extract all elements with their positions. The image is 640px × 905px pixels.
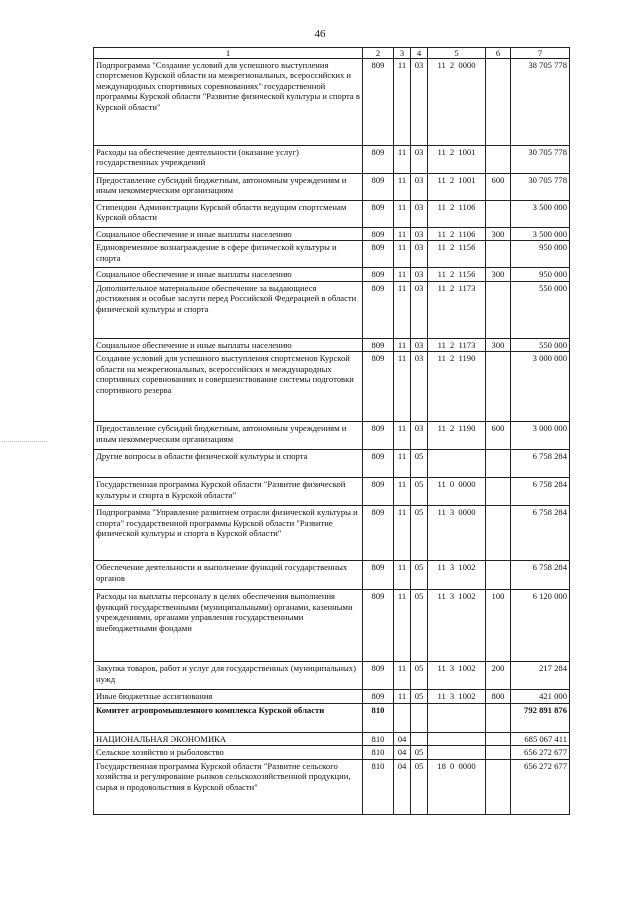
row-grbs-cell: 809 [363, 201, 394, 228]
row-amount-cell: 6 758 284 [511, 478, 570, 506]
row-amount-cell: 30 705 778 [511, 174, 570, 201]
row-grbs-cell: 809 [363, 59, 394, 146]
row-amount-cell: 3 500 000 [511, 228, 570, 241]
row-section-cell: 11 [394, 450, 411, 478]
table-row [94, 146, 570, 174]
table-row [94, 746, 570, 759]
row-expense-type-cell [486, 561, 511, 590]
row-subsection-cell: 03 [411, 201, 428, 228]
row-section-cell: 11 [394, 422, 411, 450]
row-subsection-cell: 05 [411, 759, 428, 814]
row-expense-type-cell [486, 352, 511, 422]
budget-rows [94, 59, 570, 815]
row-subsection-cell: 05 [411, 746, 428, 759]
row-name-cell: Социальное обеспечение и иные выплаты населению [94, 228, 363, 241]
row-expense-type-cell [486, 703, 511, 732]
row-name-cell: Единовременное вознаграждение в сфере физической культуры и спорта [94, 241, 363, 268]
row-amount-cell: 421 000 [511, 690, 570, 703]
row-name-cell: НАЦИОНАЛЬНАЯ ЭКОНОМИКА [94, 732, 363, 745]
row-section-cell: 11 [394, 228, 411, 241]
row-subsection-cell: 03 [411, 422, 428, 450]
row-name-cell: Иные бюджетные ассигнования [94, 690, 363, 703]
row-subsection-cell: 05 [411, 506, 428, 561]
row-subsection-cell: 03 [411, 228, 428, 241]
row-expense-type-cell: 600 [486, 174, 511, 201]
row-amount-cell: 685 067 411 [511, 732, 570, 745]
row-expense-type-cell: 600 [486, 422, 511, 450]
row-subsection-cell: 03 [411, 281, 428, 338]
row-target-article-cell: 11 3 0000 [428, 506, 486, 561]
row-amount-cell: 3 000 000 [511, 352, 570, 422]
row-grbs-cell: 810 [363, 746, 394, 759]
row-expense-type-cell [486, 281, 511, 338]
row-grbs-cell: 809 [363, 690, 394, 703]
table-row [94, 228, 570, 241]
row-grbs-cell: 809 [363, 590, 394, 662]
row-expense-type-cell: 200 [486, 662, 511, 690]
row-expense-type-cell: 300 [486, 228, 511, 241]
row-section-cell [394, 703, 411, 732]
row-expense-type-cell [486, 59, 511, 146]
row-name-cell: Предоставление субсидий бюджетным, автономным учреждениям и иным некоммерческим организациям [94, 422, 363, 450]
row-subsection-cell: 05 [411, 590, 428, 662]
row-grbs-cell: 810 [363, 759, 394, 814]
table-row [94, 268, 570, 281]
row-section-cell: 11 [394, 201, 411, 228]
row-name-cell: Предоставление субсидий бюджетным, автономным учреждениям и иным некоммерческим организациям [94, 174, 363, 201]
row-target-article-cell [428, 703, 486, 732]
row-name-cell: Государственная программа Курской области "Развитие физической культуры и спорта в Курской области" [94, 478, 363, 506]
table-row [94, 241, 570, 268]
row-grbs-cell: 810 [363, 732, 394, 745]
row-expense-type-cell: 300 [486, 338, 511, 351]
row-expense-type-cell [486, 450, 511, 478]
row-grbs-cell: 809 [363, 338, 394, 351]
row-section-cell: 11 [394, 478, 411, 506]
row-target-article-cell: 11 3 1002 [428, 690, 486, 703]
row-section-cell: 11 [394, 352, 411, 422]
row-target-article-cell: 11 2 1156 [428, 241, 486, 268]
row-name-cell: Дополнительное материальное обеспечение за выдающиеся достижения и особые заслуги перед Российской Федерацией в области физической культуры и спорта [94, 281, 363, 338]
row-subsection-cell: 03 [411, 59, 428, 146]
col-header-7: 7 [511, 48, 570, 59]
row-subsection-cell: 05 [411, 690, 428, 703]
row-subsection-cell: 03 [411, 352, 428, 422]
row-subsection-cell [411, 703, 428, 732]
table-row [94, 561, 570, 590]
row-name-cell: Расходы на обеспечение деятельности (оказание услуг) государственных учреждений [94, 146, 363, 174]
row-target-article-cell: 11 2 1156 [428, 268, 486, 281]
row-section-cell: 11 [394, 241, 411, 268]
row-section-cell: 11 [394, 561, 411, 590]
row-name-cell: Социальное обеспечение и иные выплаты населению [94, 338, 363, 351]
row-section-cell: 11 [394, 146, 411, 174]
table-row [94, 59, 570, 146]
row-name-cell: Социальное обеспечение и иные выплаты населению [94, 268, 363, 281]
row-subsection-cell: 03 [411, 174, 428, 201]
row-section-cell: 04 [394, 759, 411, 814]
scan-artifact-line [2, 441, 47, 443]
table-row [94, 422, 570, 450]
row-target-article-cell: 11 2 1190 [428, 352, 486, 422]
row-target-article-cell: 11 2 1106 [428, 201, 486, 228]
row-target-article-cell [428, 746, 486, 759]
row-amount-cell: 6 758 284 [511, 506, 570, 561]
table-row [94, 338, 570, 351]
row-amount-cell: 792 891 876 [511, 703, 570, 732]
row-expense-type-cell [486, 746, 511, 759]
row-target-article-cell: 11 2 1001 [428, 146, 486, 174]
row-section-cell: 11 [394, 174, 411, 201]
row-grbs-cell: 809 [363, 146, 394, 174]
row-grbs-cell: 809 [363, 478, 394, 506]
row-expense-type-cell [486, 759, 511, 814]
row-section-cell: 04 [394, 732, 411, 745]
row-amount-cell: 3 500 000 [511, 201, 570, 228]
table-row [94, 703, 570, 732]
row-amount-cell: 950 000 [511, 241, 570, 268]
row-grbs-cell: 809 [363, 561, 394, 590]
row-expense-type-cell [486, 506, 511, 561]
col-header-6: 6 [486, 48, 511, 59]
row-subsection-cell: 05 [411, 478, 428, 506]
row-subsection-cell: 03 [411, 268, 428, 281]
row-target-article-cell [428, 450, 486, 478]
row-expense-type-cell [486, 241, 511, 268]
row-target-article-cell: 11 2 1190 [428, 422, 486, 450]
row-section-cell: 11 [394, 662, 411, 690]
row-subsection-cell: 05 [411, 561, 428, 590]
page-number: 46 [314, 28, 326, 40]
table-row [94, 478, 570, 506]
table-row [94, 662, 570, 690]
row-grbs-cell: 809 [363, 268, 394, 281]
row-amount-cell: 38 705 778 [511, 59, 570, 146]
table-row [94, 352, 570, 422]
col-header-3: 3 [394, 48, 411, 59]
column-number-row [94, 48, 570, 59]
row-grbs-cell: 809 [363, 662, 394, 690]
row-amount-cell: 6 758 284 [511, 450, 570, 478]
row-name-cell: Создание условий для успешного выступления спортсменов Курской области на межрегиональных, всероссийских и международных спортивных соревнованиях и совершенствование системы подготовки спортивного резерва [94, 352, 363, 422]
row-name-cell: Подпрограмма "Создание условий для успешного выступления спортсменов Курской области на межрегиональных, всероссийских и международных спортивных соревнованиях" государственной программы Курской области "Развитие физической культуры и спорта в Курской области" [94, 59, 363, 146]
row-target-article-cell: 11 2 1173 [428, 338, 486, 351]
row-name-cell: Обеспечение деятельности и выполнение функций государственных органов [94, 561, 363, 590]
table-row [94, 506, 570, 561]
row-grbs-cell: 810 [363, 703, 394, 732]
row-expense-type-cell: 100 [486, 590, 511, 662]
row-name-cell: Закупка товаров, работ и услуг для государственных (муниципальных) нужд [94, 662, 363, 690]
row-target-article-cell: 11 0 0000 [428, 478, 486, 506]
row-name-cell: Стипендии Администрации Курской области ведущим спортсменам Курской области [94, 201, 363, 228]
row-section-cell: 04 [394, 746, 411, 759]
table-row [94, 281, 570, 338]
row-expense-type-cell [486, 146, 511, 174]
row-subsection-cell [411, 732, 428, 745]
row-amount-cell: 550 000 [511, 338, 570, 351]
row-grbs-cell: 809 [363, 352, 394, 422]
row-subsection-cell: 05 [411, 662, 428, 690]
row-grbs-cell: 809 [363, 241, 394, 268]
table-row [94, 590, 570, 662]
table-row [94, 201, 570, 228]
row-expense-type-cell [486, 478, 511, 506]
row-target-article-cell: 18 0 0000 [428, 759, 486, 814]
row-section-cell: 11 [394, 268, 411, 281]
row-amount-cell: 6 758 284 [511, 561, 570, 590]
row-section-cell: 11 [394, 690, 411, 703]
row-target-article-cell: 11 3 1002 [428, 561, 486, 590]
row-subsection-cell: 03 [411, 241, 428, 268]
row-grbs-cell: 809 [363, 174, 394, 201]
row-grbs-cell: 809 [363, 450, 394, 478]
row-name-cell: Расходы на выплаты персоналу в целях обеспечения выполнения функций государственными (муниципальными) органами, казенными учреждениями, органами управления государственными внебюджетными фондами [94, 590, 363, 662]
row-grbs-cell: 809 [363, 506, 394, 561]
row-expense-type-cell: 800 [486, 690, 511, 703]
row-expense-type-cell: 300 [486, 268, 511, 281]
row-grbs-cell: 809 [363, 422, 394, 450]
table-row [94, 690, 570, 703]
col-header-1: 1 [94, 48, 363, 59]
row-amount-cell: 217 284 [511, 662, 570, 690]
row-section-cell: 11 [394, 506, 411, 561]
table-row [94, 732, 570, 745]
row-target-article-cell: 11 2 1106 [428, 228, 486, 241]
row-grbs-cell: 809 [363, 228, 394, 241]
row-subsection-cell: 05 [411, 450, 428, 478]
row-section-cell: 11 [394, 281, 411, 338]
row-name-cell: Другие вопросы в области физической культуры и спорта [94, 450, 363, 478]
row-amount-cell: 6 120 000 [511, 590, 570, 662]
row-target-article-cell: 11 2 1173 [428, 281, 486, 338]
row-target-article-cell: 11 2 0000 [428, 59, 486, 146]
row-name-cell: Государственная программа Курской области "Развитие сельского хозяйства и регулирование рынков сельскохозяйственной продукции, сырья и продовольствия в Курской области" [94, 759, 363, 814]
col-header-2: 2 [363, 48, 394, 59]
row-amount-cell: 656 272 677 [511, 759, 570, 814]
col-header-5: 5 [428, 48, 486, 59]
row-target-article-cell: 11 3 1002 [428, 590, 486, 662]
row-subsection-cell: 03 [411, 146, 428, 174]
row-expense-type-cell [486, 732, 511, 745]
row-expense-type-cell [486, 201, 511, 228]
budget-table [93, 47, 570, 815]
table-row [94, 450, 570, 478]
row-section-cell: 11 [394, 590, 411, 662]
row-target-article-cell: 11 3 1002 [428, 662, 486, 690]
row-amount-cell: 550 000 [511, 281, 570, 338]
col-header-4: 4 [411, 48, 428, 59]
row-section-cell: 11 [394, 59, 411, 146]
row-target-article-cell: 11 2 1001 [428, 174, 486, 201]
row-target-article-cell [428, 732, 486, 745]
row-amount-cell: 3 000 000 [511, 422, 570, 450]
row-section-cell: 11 [394, 338, 411, 351]
row-amount-cell: 656 272 677 [511, 746, 570, 759]
row-name-cell: Подпрограмма "Управление развитием отрасли физической культуры и спорта" государственной программы Курской области "Развитие физической культуры и спорта в Курской области" [94, 506, 363, 561]
row-name-cell: Комитет агропромышленного комплекса Курской области [94, 703, 363, 732]
row-amount-cell: 30 705 778 [511, 146, 570, 174]
table-row [94, 759, 570, 814]
row-amount-cell: 950 000 [511, 268, 570, 281]
row-subsection-cell: 03 [411, 338, 428, 351]
row-grbs-cell: 809 [363, 281, 394, 338]
table-row [94, 174, 570, 201]
row-name-cell: Сельское хозяйство и рыболовство [94, 746, 363, 759]
